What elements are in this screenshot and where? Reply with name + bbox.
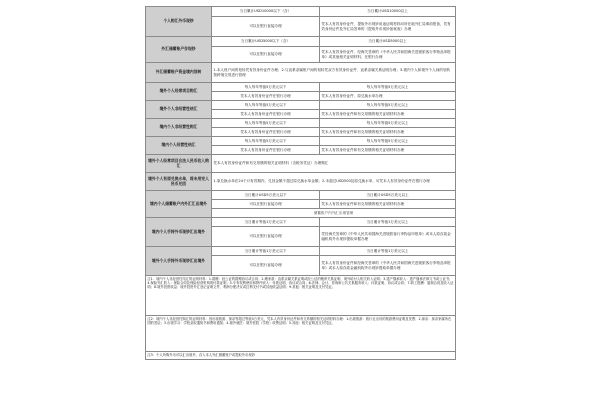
row-category: 境外个人经常项目合法人民币收入购汇	[146, 155, 212, 173]
threshold-low: 每人每年等值5万美元以下	[212, 137, 320, 146]
threshold-low: 当日累计USD5万美元以下	[212, 191, 320, 200]
threshold-high: 每人每年等值5万美元以上	[320, 101, 456, 110]
threshold-low: 当日累计USD10000以下（含）	[212, 7, 320, 17]
note-2: 注2：境内个人非经营性购汇的证明材料：因出境旅游、探亲等超过等值5万美元，凭本人有效身份证件和有交易额的相关证明材料办理：1.出境旅游：旅行社出具的旅游费用证明及发票；2.探亲：探亲家属所在国的签证；3.出境学习：学校录取通知书和费用通知；4.境外就医：境外医院（学校）收费证明；5.其他：相关证明及支付凭证。	[146, 316, 456, 352]
requirement-full: 1.本人账户间的划转凭有效身份证件办理；2.与直系亲属账户间的划转凭双方有效身份证件、直系亲属关系证明办理；3.境内个人和境外个人间的划转按跨境交易进行管理	[212, 63, 456, 83]
table-row	[146, 37, 456, 47]
threshold-low: 当日累计等值1万美元以下	[212, 218, 320, 227]
threshold-low: 每人每年等值5万美元以下	[212, 119, 320, 128]
table-row	[146, 119, 456, 128]
table-row	[146, 218, 456, 227]
requirement-high: 凭本人有效身份证件和有交易额的相关证明材料办理	[320, 200, 456, 209]
requirement-low: 凭本人有效身份证件在银行办理	[212, 110, 320, 119]
threshold-low: 每人每年等值5万美元以下	[212, 83, 320, 92]
threshold-high: 当日累计等值1万美元以上	[320, 218, 456, 227]
requirement-high: 凭本人有效身份证件和有交易额的相关证明材料办理	[320, 146, 456, 155]
table-row	[146, 83, 456, 92]
table-row	[146, 352, 456, 360]
requirement-high: 凭本人有效身份证件和有交易额的相关证明材料办理	[320, 110, 456, 119]
threshold-high: 每人每年等值5万美元以上	[320, 83, 456, 92]
threshold-high: 当日累计USD5万美元以上	[320, 191, 456, 200]
requirement-high: 凭本人有效身份证件、经海关签章的《中华人民共和国海关进境旅客行李物品申报单》或其他相关证明材料，在银行办理	[320, 47, 456, 63]
requirement-low: 可以在银行直接办理	[212, 47, 320, 63]
table-row	[146, 7, 456, 17]
row-category: 境外个人有原兑换水单，将未用完人民币兑回	[146, 173, 212, 191]
requirement-high: 凭本人有效身份证件和经海关签章的《中华人民共和国海关进境旅客行李物品申报单》或本人原存款金融机构外币现钞提取单据办理	[320, 256, 456, 276]
row-category: 境内个人手持外币现钞汇出境外	[146, 218, 212, 247]
table-row	[146, 247, 456, 256]
requirement-full: 凭本人有效身份证件和有交易额的相关证明材料（含税务凭证）办理购汇	[212, 155, 456, 173]
requirement-low: 凭本人有效身份证件在银行办理	[212, 128, 320, 137]
row-category: 境外个人手持外币现钞汇出境外	[146, 247, 212, 276]
threshold-high: 每人每年等值5万美元以上	[320, 119, 456, 128]
fx-policy-table	[145, 6, 456, 360]
requirement-high: 凭本人有效身份证件、原兑换水单办理	[320, 92, 456, 101]
requirement-high: 凭本人有效身份证件、提取外币现钞用途证明材料向所在地外汇局事前报备，凭有效身份证件及外汇局签章的《提取外币现钞备案表》办理	[320, 17, 456, 37]
requirement-full: 1.原兑换水单在24个月有效期内，兑回金额不超过原兑换水单金额；2.未超过USD500及原兑换水单，可凭本人有效身份证件在银行办理	[212, 173, 456, 191]
threshold-low: 当日累计USD5000以下（含）	[212, 37, 320, 47]
threshold-low: 当日累计等值1万美元以下	[212, 247, 320, 256]
note-1: 注1：境内个人非经营性结汇的证明材料：1.捐赠：经公证的捐赠协议或合同；2.赡家款：直系亲属关系证明或经公证的赡养关系证明、境外给付人相关收入证明；3.遗产继承收入：遗产继承法律文书或公证书；4.保险外汇收入：保险合同及保险经营机构的付款证明；5.专有权利使用和特许收入：付款证明、协议或合同；6.法律、会计、咨询和公共关系服务收入：付款证明、协议或合同；7.职工报酬：雇佣合同及收入证明；8.境外投资收益：境外投资外汇登记证明文件、利润分配决议或红利支付书或其他收益证明；9.其他：相关证明及支付凭证。	[146, 276, 456, 316]
table-row	[146, 173, 456, 191]
table-row	[146, 191, 456, 200]
table-row	[146, 63, 456, 83]
table-row	[146, 276, 456, 316]
threshold-high: 当日累计USD5000以上	[320, 37, 456, 47]
requirement-low: 凭本人有效身份证件在银行办理	[212, 146, 320, 155]
table-row	[146, 155, 456, 173]
table-row	[146, 137, 456, 146]
requirement-low: 可以在银行直接办理	[212, 256, 320, 276]
subheading: 储蓄账户内外汇出境管理	[212, 209, 456, 218]
threshold-high: 当日累计USD10000以上	[320, 7, 456, 17]
threshold-high: 每人每年等值5万美元以上	[320, 137, 456, 146]
threshold-high: 当日累计等值1万美元以上	[320, 247, 456, 256]
requirement-low: 凭本人有效身份证件在银行办理	[212, 92, 320, 101]
requirement-low: 可以在银行直接办理	[212, 200, 320, 209]
row-category: 个人购汇外币现钞	[146, 7, 212, 37]
row-category: 境外个人非经营性结汇	[146, 101, 212, 119]
row-category: 外汇储蓄账户存现钞	[146, 37, 212, 63]
requirement-low: 可以在银行直接办理	[212, 17, 320, 37]
row-category: 境内个人非经营性购汇	[146, 119, 212, 137]
table-row	[146, 101, 456, 110]
row-category: 境内个人经营性结汇	[146, 137, 212, 155]
requirement-low: 可以在银行直接办理	[212, 227, 320, 247]
row-category: 境外个人经常项目购汇	[146, 83, 212, 101]
requirement-high: 凭经海关签章的《中华人民共和国海关进境旅客行李物品申报单》或本人原存款金融机构外币现钞提取单据办理	[320, 227, 456, 247]
table-row	[146, 316, 456, 352]
row-category: 境内个人储蓄账户内外汇汇出境外	[146, 191, 212, 218]
row-category: 外汇储蓄账户资金境内划转	[146, 63, 212, 83]
policy-document	[145, 6, 455, 396]
note-3: 注3：个人所购外币可以汇出境外、存入本人外汇储蓄账户或提取外币现钞	[146, 352, 456, 360]
requirement-high: 凭本人有效身份证件和有交易额的相关证明材料办理	[320, 128, 456, 137]
threshold-low: 每人每年等值5万美元以下	[212, 101, 320, 110]
